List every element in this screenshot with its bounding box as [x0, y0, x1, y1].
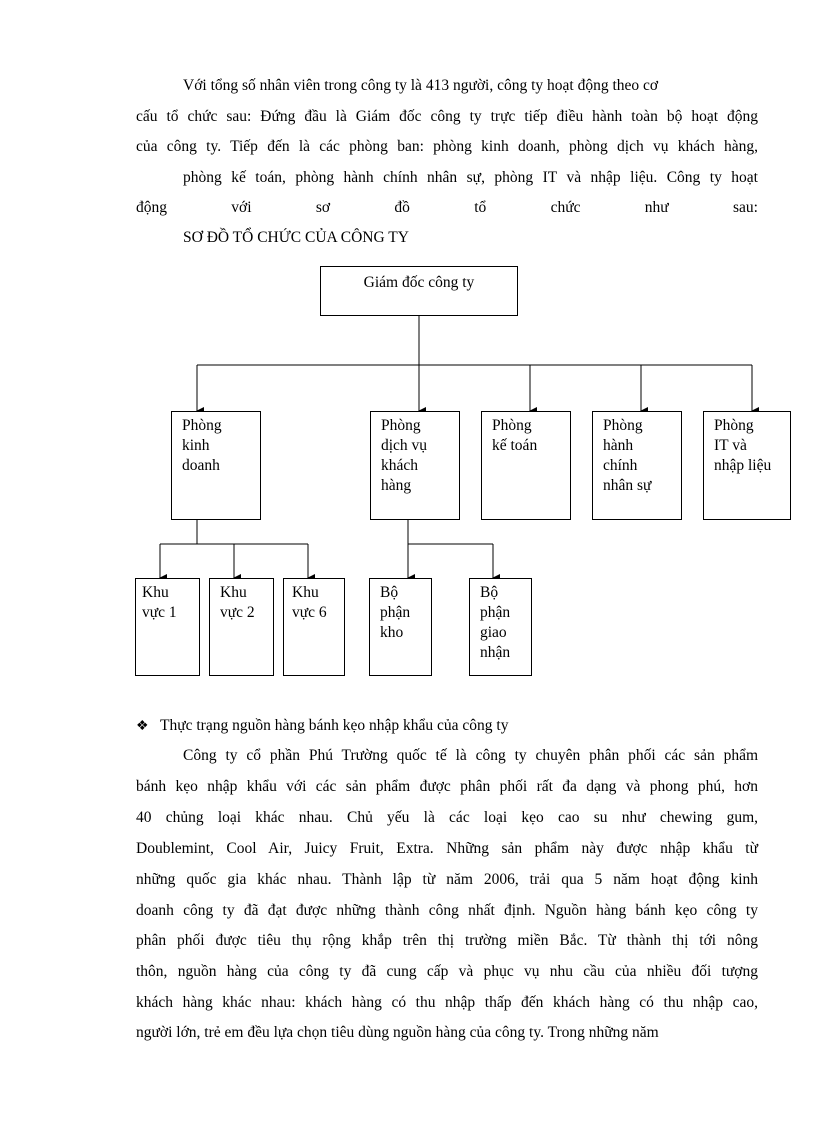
org-box-delivery-label: Bộ phận giao nhận — [480, 584, 511, 661]
org-box-warehouse — [369, 578, 432, 676]
org-box-region-1-label: Khu vực 1 — [142, 584, 177, 621]
org-box-warehouse-label: Bộ phận kho — [380, 584, 411, 641]
org-box-sales-label: Phòng kinh doanh — [182, 417, 222, 474]
org-box-director-label: Giám đốc công ty — [363, 274, 475, 291]
intro-line-2: cấu tổ chức sau: Đứng đầu là Giám đốc công ty trực tiếp điều hành toàn bộ hoạt động — [136, 108, 758, 125]
org-box-customer-service — [370, 411, 460, 520]
body-line-7: phân phối được tiêu thụ rộng khắp trên thị trường miền Bắc. Từ thành thị tới nông — [136, 932, 758, 949]
diamond-bullet-icon: ❖ — [136, 719, 149, 734]
org-box-accounting-label: Phòng kế toán — [492, 417, 538, 454]
org-box-hr — [592, 411, 682, 520]
org-box-customer-service-label: Phòng dịch vụ khách hàng — [381, 417, 428, 494]
body-line-2: bánh kẹo nhập khẩu với các sản phẩm được phân phối rất đa dạng và phong phú, hơn — [136, 778, 758, 795]
org-box-region-6-label: Khu vực 6 — [292, 584, 327, 621]
body-line-10: người lớn, trẻ em đều lựa chọn tiêu dùng nguồn hàng của công ty. Trong những năm — [136, 1024, 659, 1041]
org-box-region-2 — [209, 578, 274, 676]
org-box-director — [320, 266, 518, 316]
body-line-6: doanh công ty đã đạt được những thành công nhất định. Nguồn hàng bánh kẹo công ty — [136, 902, 758, 919]
section-heading: Thực trạng nguồn hàng bánh kẹo nhập khẩu của công ty — [160, 717, 509, 734]
body-line-8: thôn, nguồn hàng của công ty đã cung cấp và phục vụ nhu cầu của nhiều đối tượng — [136, 963, 758, 980]
body-line-3: 40 chủng loại khác nhau. Chủ yếu là các loại kẹo cao su như chewing gum, — [136, 809, 758, 826]
intro-line-1: Với tổng số nhân viên trong công ty là 413 người, công ty hoạt động theo cơ — [183, 77, 659, 94]
org-box-delivery — [469, 578, 532, 676]
org-box-sales — [171, 411, 261, 520]
intro-line-4: phòng kế toán, phòng hành chính nhân sự, phòng IT và nhập liệu. Công ty hoạt — [183, 169, 758, 186]
org-box-it — [703, 411, 791, 520]
org-box-accounting — [481, 411, 571, 520]
org-box-region-2-label: Khu vực 2 — [220, 584, 255, 621]
intro-line-3: của công ty. Tiếp đến là các phòng ban: phòng kinh doanh, phòng dịch vụ khách hàng, — [136, 138, 758, 155]
org-box-region-6 — [283, 578, 345, 676]
org-box-it-label: Phòng IT và nhập liệu — [714, 417, 772, 474]
org-box-hr-label: Phòng hành chính nhân sự — [603, 417, 652, 494]
org-box-region-1 — [135, 578, 200, 676]
body-line-1: Công ty cổ phần Phú Trường quốc tế là công ty chuyên phân phối các sản phẩm — [183, 747, 758, 764]
intro-line-5: động với sơ đồ tổ chức như sau: — [136, 199, 758, 216]
body-line-5: những quốc gia khác nhau. Thành lập từ năm 2006, trải qua 5 năm hoạt động kinh — [136, 871, 758, 888]
chart-title: SƠ ĐỒ TỔ CHỨC CỦA CÔNG TY — [183, 229, 409, 246]
body-line-4: Doublemint, Cool Air, Juicy Fruit, Extra. Những sản phẩm này được nhập khẩu từ — [136, 840, 758, 857]
body-line-9: khách hàng khác nhau: khách hàng có thu nhập thấp đến khách hàng có thu nhập cao, — [136, 994, 758, 1011]
